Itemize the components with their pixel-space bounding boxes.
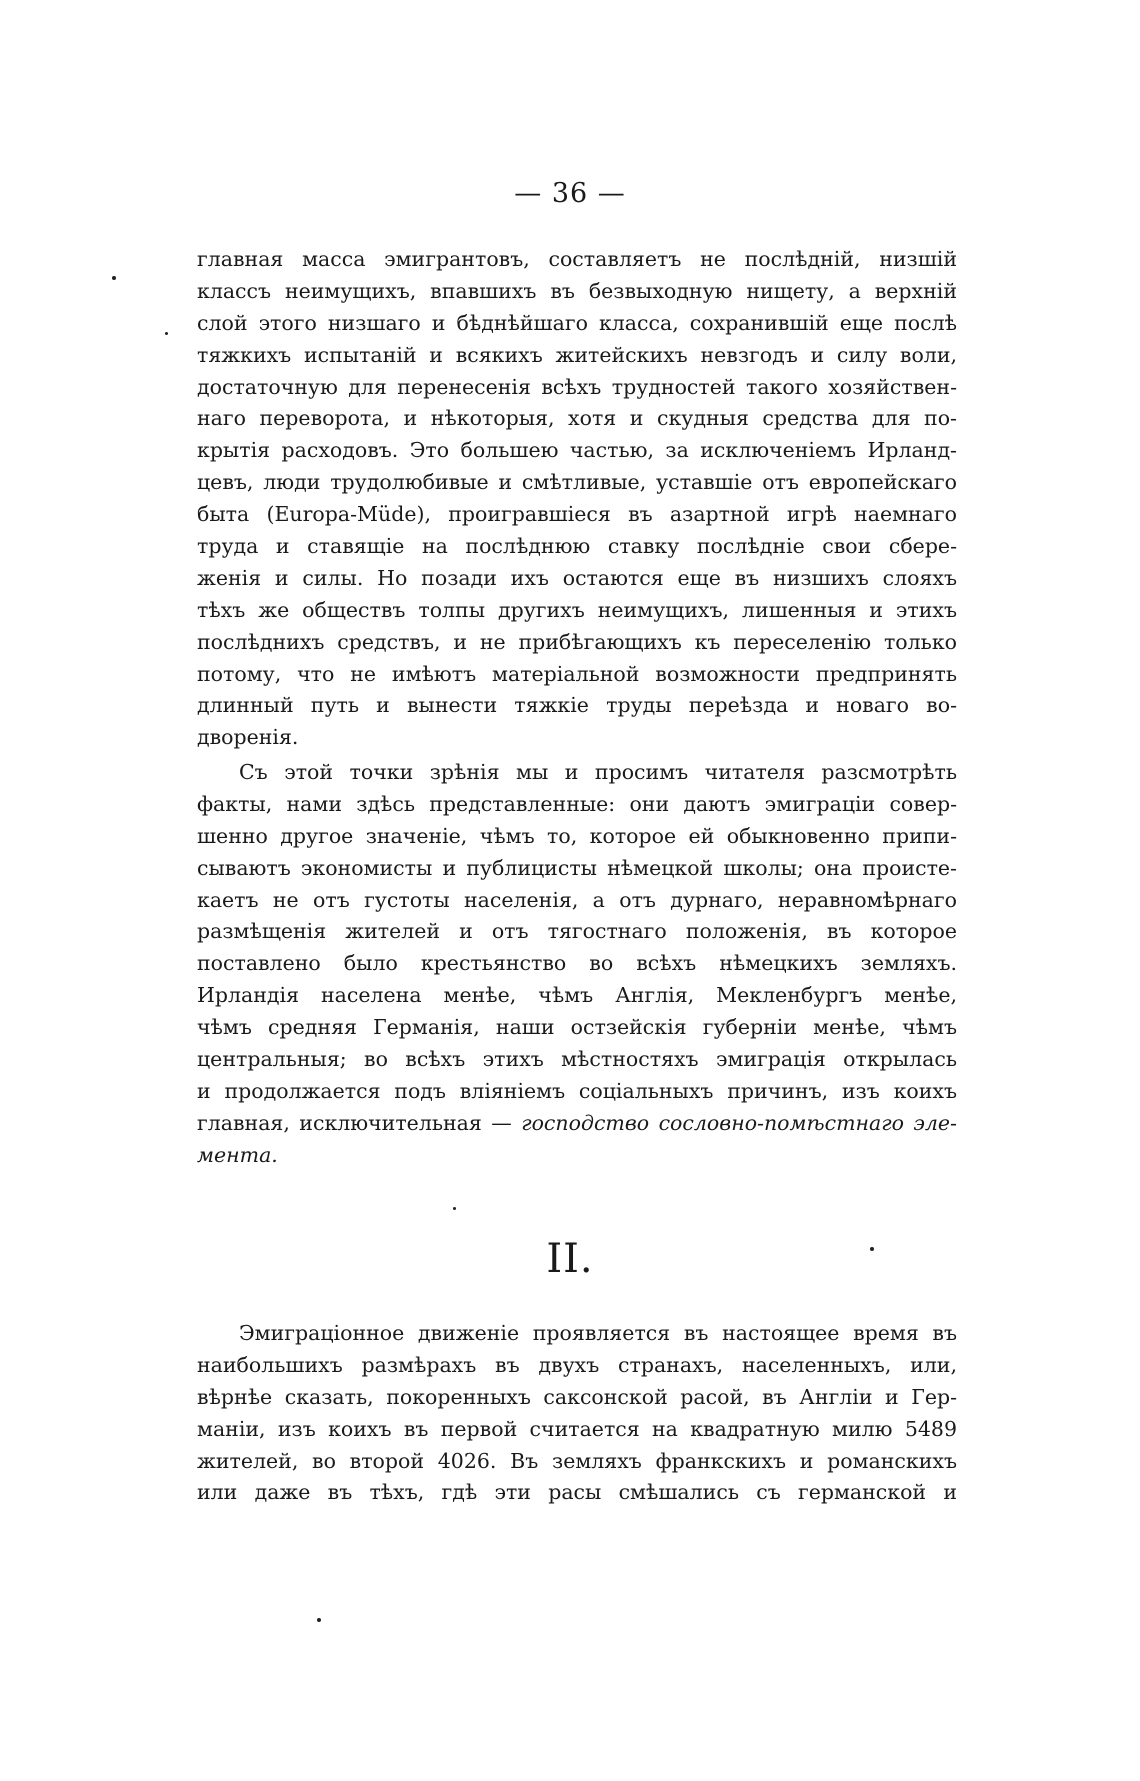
scan-speck: [112, 276, 116, 280]
text-line: поставлено было крестьянство во всѣхъ нѣмецкихъ земляхъ.: [197, 951, 957, 976]
text-line: длинный путь и вынести тяжкіе труды переѣзда и новаго во-: [197, 693, 957, 718]
text-line: двoренія.: [197, 725, 299, 750]
text-run: главная, исключительная —: [197, 1110, 512, 1135]
text-line: центральныя; во всѣхъ этихъ мѣстностяхъ эмиграція открылась: [197, 1047, 957, 1072]
paragraph-2: [197, 757, 957, 1172]
text-line: жителей, во второй 4026. Въ земляхъ франкскихъ и романскихъ: [197, 1448, 957, 1473]
text-line: размѣщенія жителей и отъ тягостнаго положенія, въ которое: [197, 919, 957, 944]
text-line: тяжкихъ испытаній и всякихъ житейскихъ невзгодъ и силу воли,: [197, 342, 957, 367]
text-line: труда и ставящіе на послѣднюю ставку послѣдніе свои сбере-: [197, 534, 957, 559]
paragraph-1: [197, 244, 957, 754]
text-line: Ирландія населена менѣе, чѣмъ Англія, Мекленбургъ менѣе,: [197, 983, 957, 1008]
text-line: и продолжается подъ вліяніемъ соціальныхъ причинъ, изъ коихъ: [197, 1078, 957, 1103]
text-line: наибольшихъ размѣрахъ въ двухъ странахъ, населенныхъ, или,: [197, 1352, 957, 1377]
text-line: классъ неимущихъ, впавшихъ въ безвыходную нищету, а верхній: [197, 278, 957, 303]
text-line: чѣмъ средняя Германія, наши остзейскія губерніи менѣе, чѣмъ: [197, 1015, 957, 1040]
text-line: шенно другое значеніе, чѣмъ то, которое ей обыкновенно припи-: [197, 823, 957, 848]
text-line: потому, что не имѣютъ матеріальной возможности предпринять: [197, 661, 957, 686]
text-line: крытія расходовъ. Это большею частью, за исключеніемъ Ирланд-: [197, 438, 957, 463]
scan-speck: [165, 332, 168, 335]
text-line: маніи, изъ коихъ въ первой считается на квадратную милю 5489: [197, 1416, 957, 1441]
text-line: факты, нами здѣсь представленные: они даютъ эмиграціи совер-: [197, 791, 957, 816]
text-line: Съ этой точки зрѣнія мы и просимъ читателя разсмотрѣть: [239, 760, 957, 784]
text-line: тѣхъ же обществъ толпы другихъ неимущихъ, лишенныя и этихъ: [197, 597, 957, 622]
text-line: [197, 1108, 957, 1140]
text-line: каетъ не отъ густоты населенія, а отъ дурнаго, неравномѣрнаго: [197, 887, 957, 912]
text-line: быта (Europa-Müde), проигравшіеся въ азартной игрѣ наемнаго: [197, 502, 957, 527]
text-line: [197, 1140, 957, 1172]
text-line: послѣднихъ средствъ, и не прибѣгающихъ къ переселенію только: [197, 629, 957, 654]
emphasized-text: мента.: [197, 1142, 278, 1167]
text-line: вѣрнѣе сказать, покоренныхъ саксонской расой, въ Англіи и Гер-: [197, 1384, 957, 1409]
text-line: цевъ, люди трудолюбивые и смѣтливые, уставшіе отъ европейскаго: [197, 470, 957, 495]
text-line: главная масса эмигрантовъ, составляетъ не послѣдній, низшій: [197, 247, 957, 271]
paragraph-3: [197, 1318, 957, 1509]
scan-speck: [453, 1207, 456, 1210]
scan-speck: [870, 1247, 874, 1251]
section-heading: II.: [546, 1236, 594, 1282]
text-line: или даже въ тѣхъ, гдѣ эти расы смѣшались съ германской и: [197, 1480, 957, 1505]
text-line: Эмиграціонное движеніе проявляется въ настоящее время въ: [239, 1321, 957, 1345]
text-line: слой этого низшаго и бѣднѣйшаго класса, сохранившій еще послѣ: [197, 310, 957, 335]
text-line: сываютъ экономисты и публицисты нѣмецкой школы; она происте-: [197, 855, 957, 880]
text-line: достаточную для перенесенія всѣхъ трудностей такого хозяйствен-: [197, 374, 957, 399]
text-line: женія и силы. Но позади ихъ остаются еще въ низшихъ слояхъ: [197, 565, 957, 590]
page-number: — 36 —: [514, 178, 626, 209]
text-line: наго переворота, и нѣкоторыя, хотя и скудныя средства для по-: [197, 406, 957, 431]
scan-speck: [317, 1618, 321, 1622]
emphasized-text: господство сословно-помѣстнаго эле-: [521, 1110, 957, 1135]
